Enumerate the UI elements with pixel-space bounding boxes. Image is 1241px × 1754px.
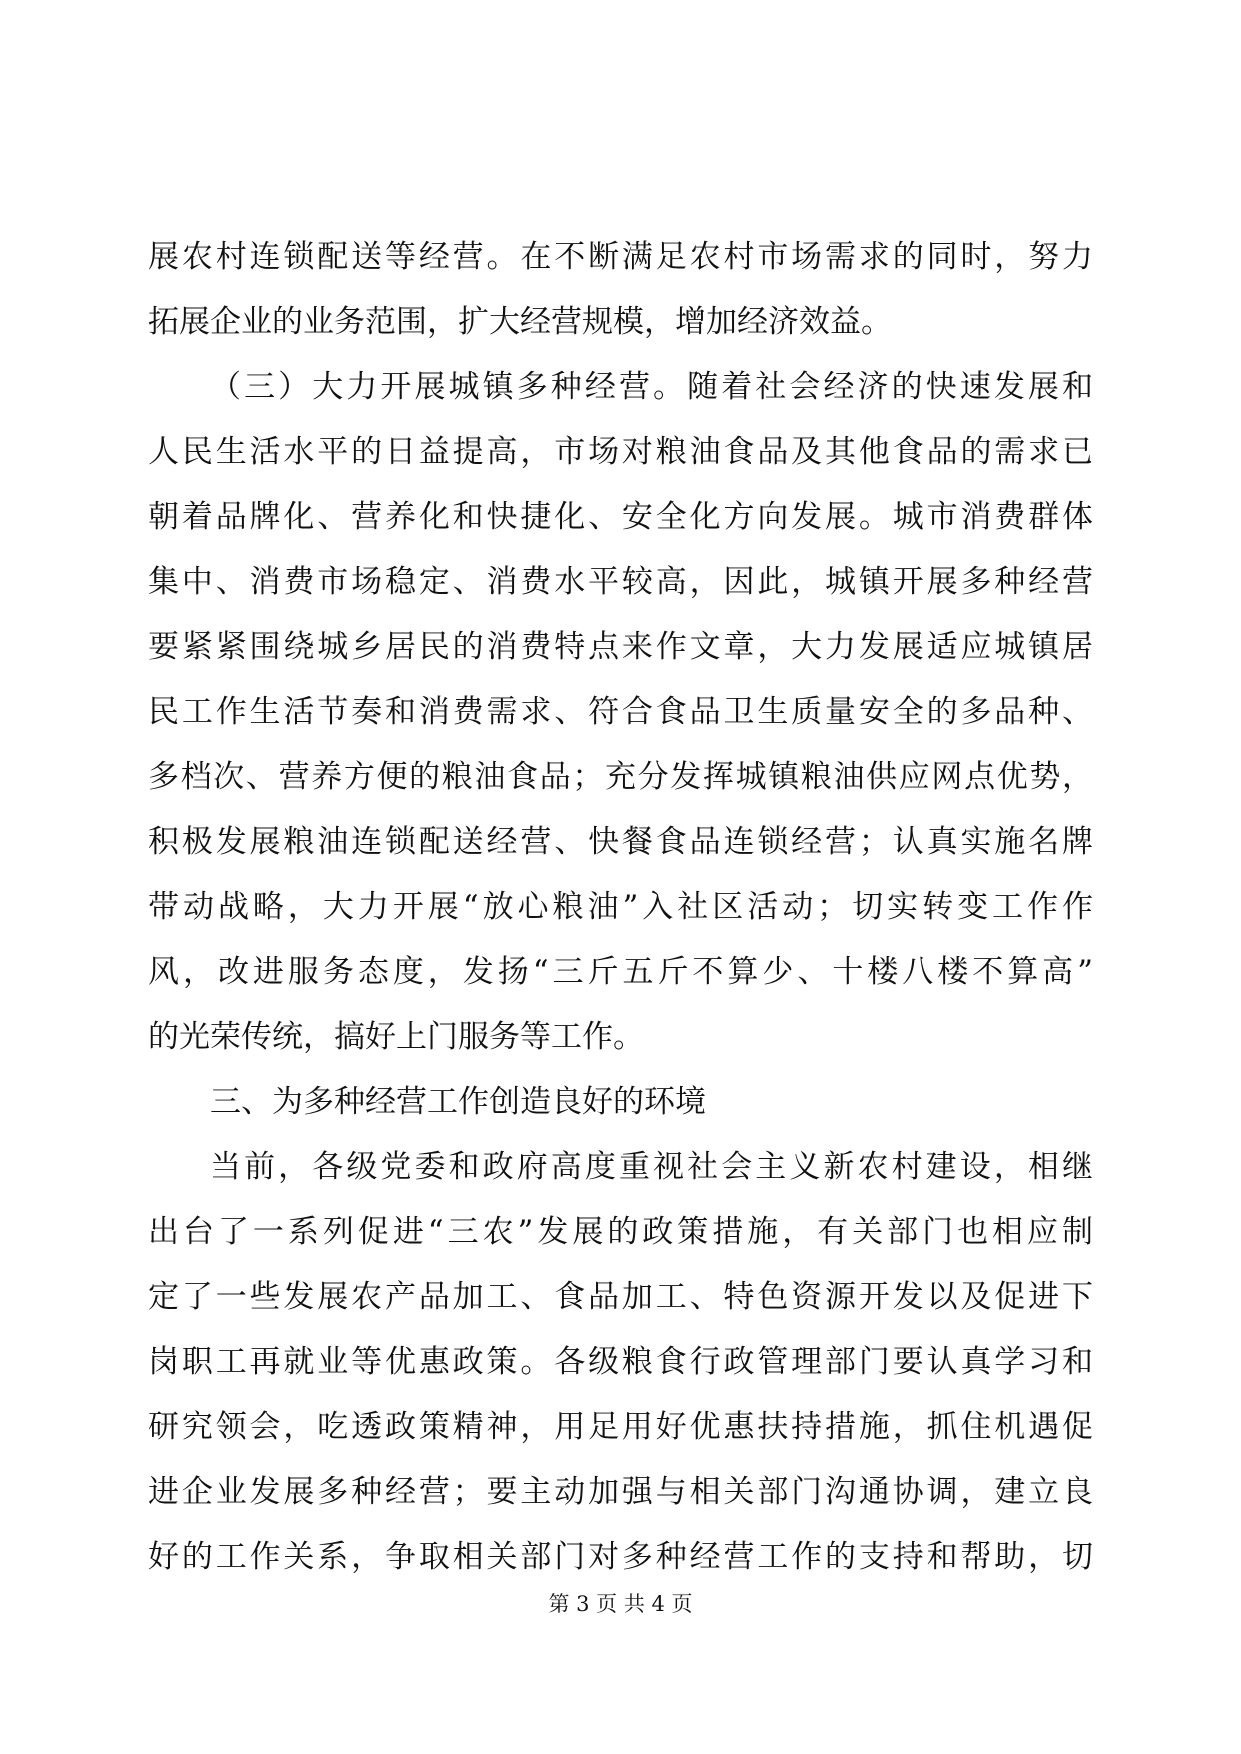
text-line: 进企业发展多种经营；要主动加强与相关部门沟通协调，建立良	[148, 1474, 1093, 1510]
text-line: 当前，各级党委和政府高度重视社会主义新农村建设，相继	[210, 1149, 1093, 1185]
text-line: （三）大力开展城镇多种经营。随着社会经济的快速发展和	[210, 369, 1093, 405]
text-line: 要紧紧围绕城乡居民的消费特点来作文章，大力发展适应城镇居	[148, 629, 1093, 665]
text-line: 朝着品牌化、营养化和快捷化、安全化方向发展。城市消费群体	[148, 499, 1093, 535]
text-line: 好的工作关系，争取相关部门对多种经营工作的支持和帮助，切	[148, 1539, 1093, 1575]
text-line: 展农村连锁配送等经营。在不断满足农村市场需求的同时，努力	[148, 239, 1093, 275]
text-line: 民工作生活节奏和消费需求、符合食品卫生质量安全的多品种、	[148, 694, 1093, 730]
text-line: 拓展企业的业务范围，扩大经营规模，增加经济效益。	[148, 304, 892, 340]
text-line: 集中、消费市场稳定、消费水平较高，因此，城镇开展多种经营	[148, 564, 1093, 600]
text-line: 定了一些发展农产品加工、食品加工、特色资源开发以及促进下	[148, 1279, 1093, 1315]
text-line: 带动战略，大力开展“放心粮油”入社区活动；切实转变工作作	[148, 889, 1093, 925]
text-line: 岗职工再就业等优惠政策。各级粮食行政管理部门要认真学习和	[148, 1344, 1093, 1380]
text-line: 出台了一系列促进“三农”发展的政策措施，有关部门也相应制	[148, 1214, 1093, 1250]
text-line: 人民生活水平的日益提高，市场对粮油食品及其他食品的需求已	[148, 434, 1093, 470]
section-heading: 三、为多种经营工作创造良好的环境	[210, 1084, 706, 1120]
text-line: 积极发展粮油连锁配送经营、快餐食品连锁经营；认真实施名牌	[148, 824, 1093, 860]
text-line: 研究领会，吃透政策精神，用足用好优惠扶持措施，抓住机遇促	[148, 1409, 1093, 1445]
page-number-footer: 第 3 页 共 4 页	[548, 1592, 693, 1616]
text-line: 多档次、营养方便的粮油食品；充分发挥城镇粮油供应网点优势，	[148, 759, 1093, 795]
text-line: 风，改进服务态度，发扬“三斤五斤不算少、十楼八楼不算高”	[148, 954, 1093, 990]
document-body	[148, 225, 1093, 1590]
text-line: 的光荣传统，搞好上门服务等工作。	[148, 1019, 644, 1055]
